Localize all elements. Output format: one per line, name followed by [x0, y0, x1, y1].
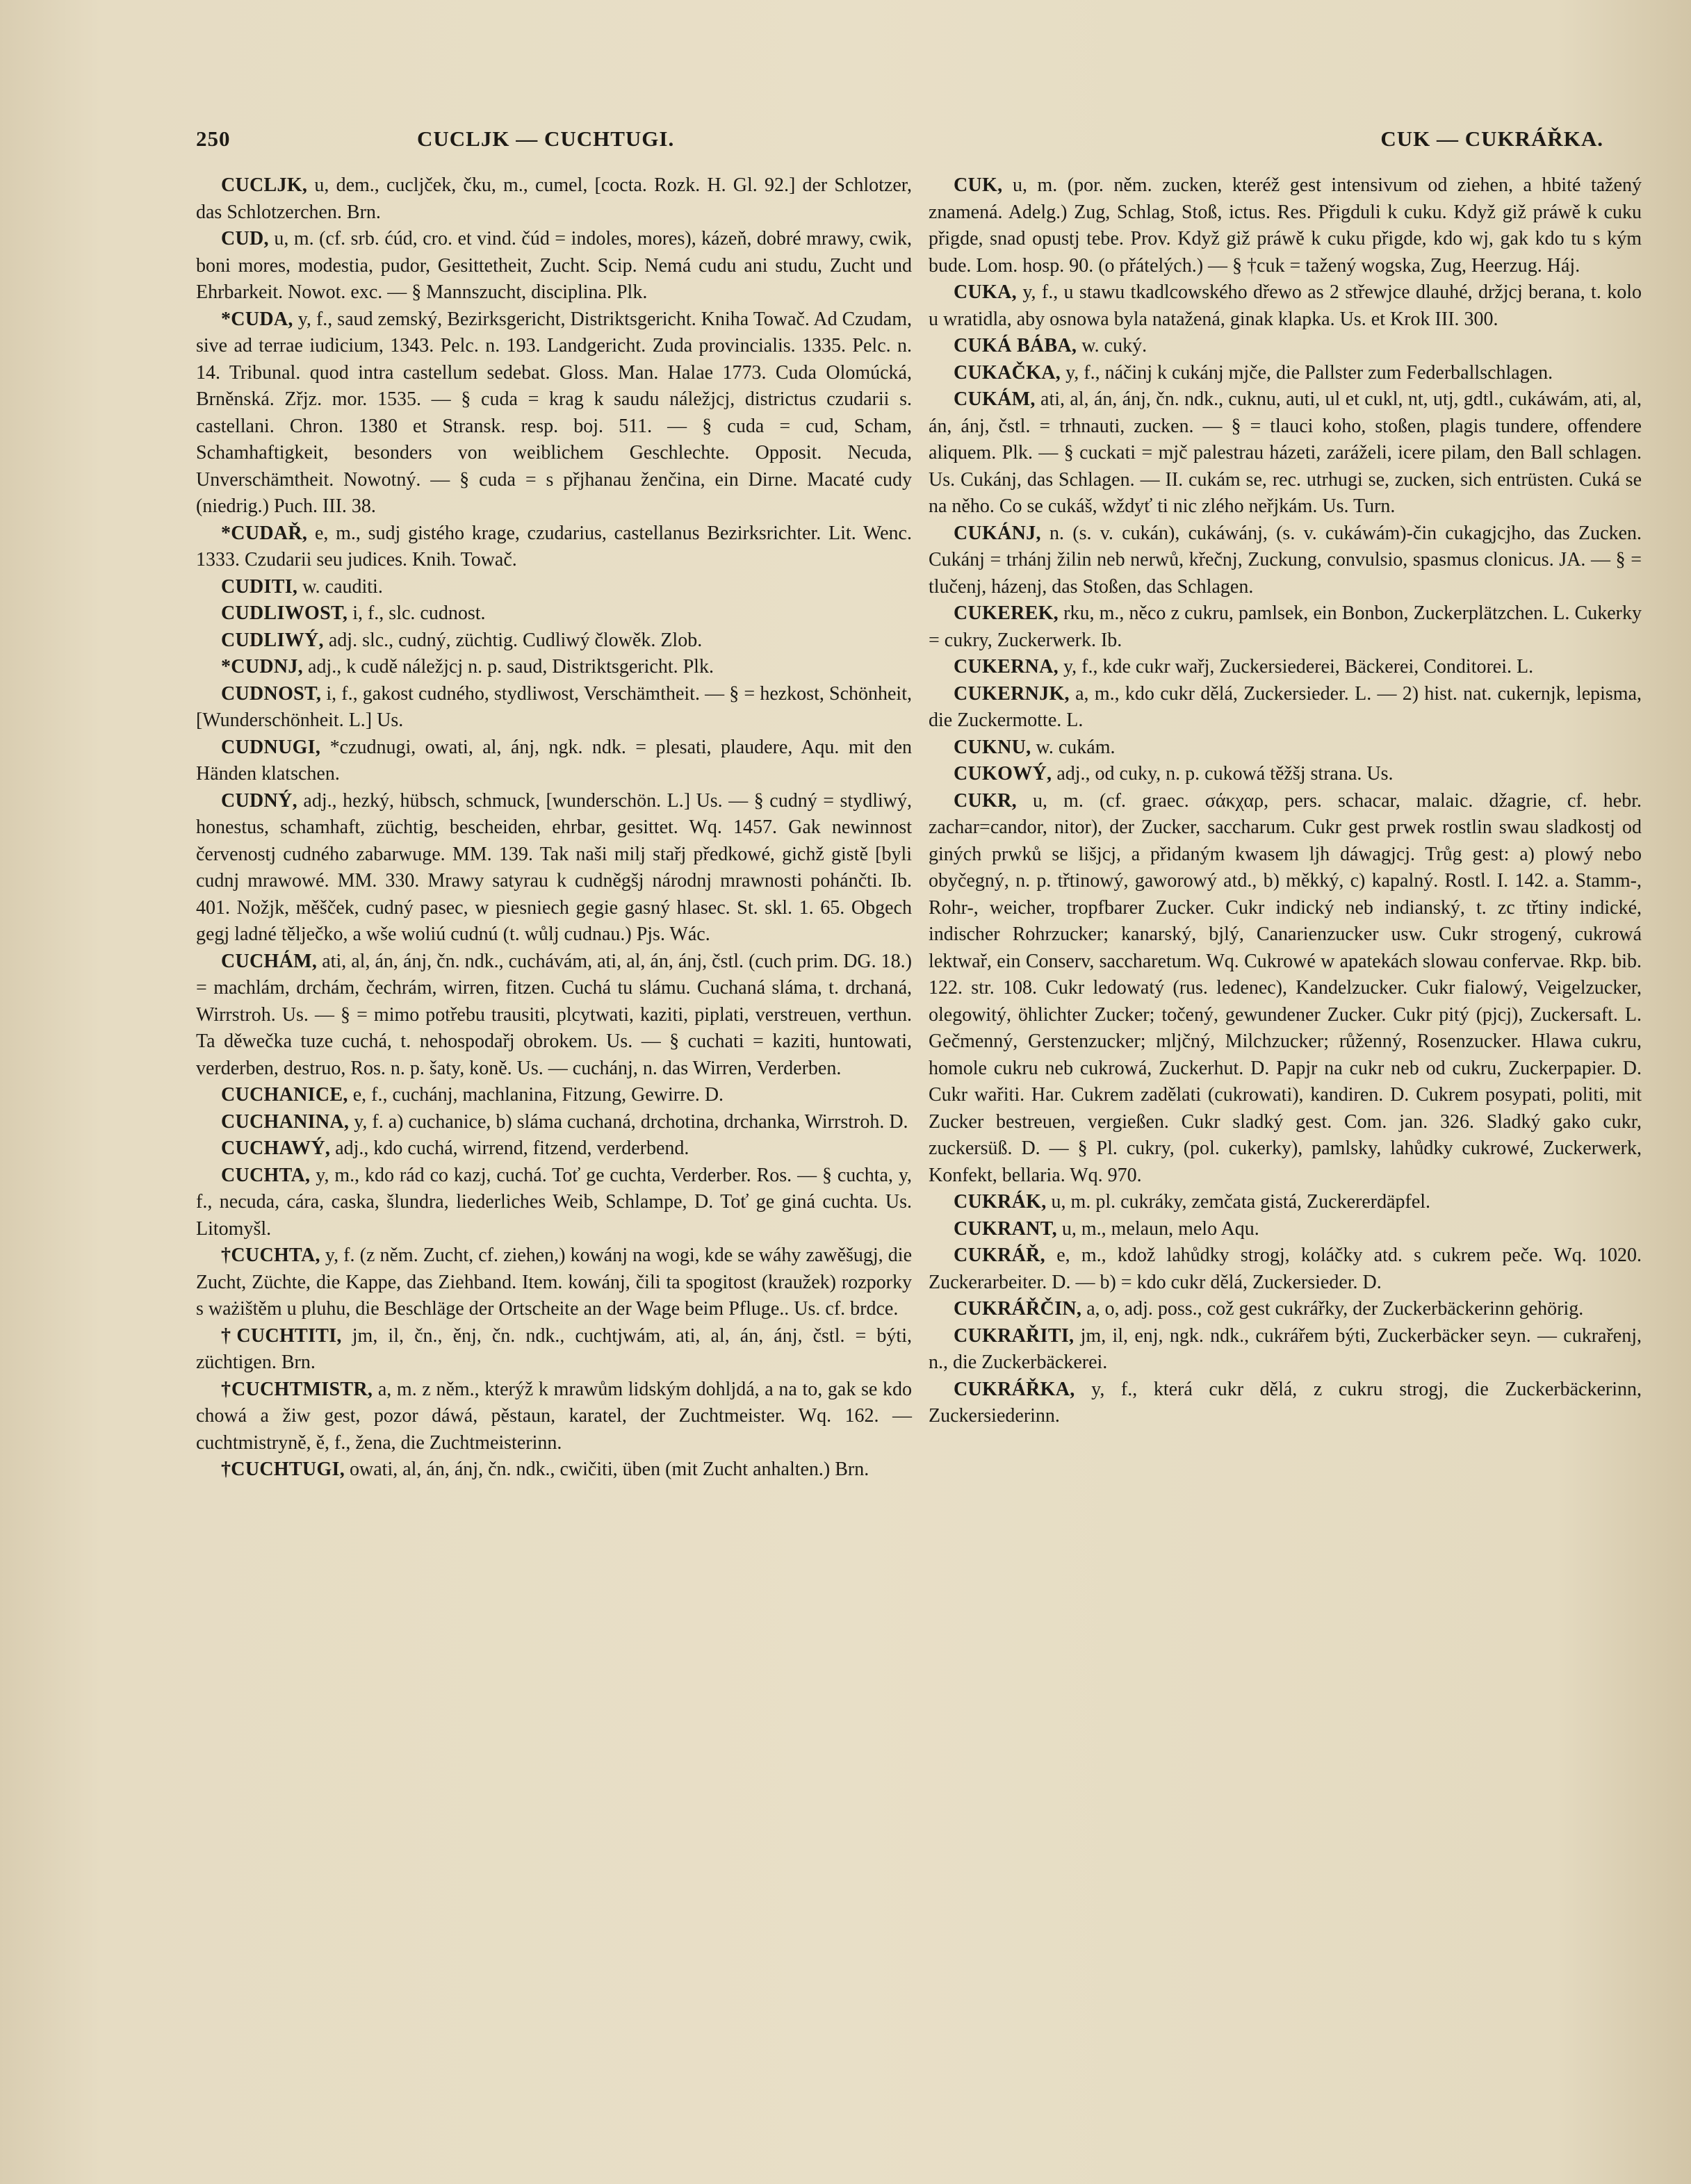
entry-headword: CUCHAWÝ,	[221, 1138, 331, 1159]
page-header	[196, 126, 1645, 168]
entry-definition: w. cukám.	[1031, 736, 1116, 758]
entry-headword: *CUDNJ,	[221, 656, 303, 678]
dictionary-entry	[196, 306, 912, 520]
entry-definition: u, m. pl. cukráky, zemčata gistá, Zuckererdäpfel.	[1046, 1191, 1431, 1213]
entry-definition: *czudnugi, owati, al, ánj, ngk. ndk. = plesati, plaudere, Aqu. mit den Händen klatschen.	[196, 736, 912, 785]
dictionary-entry	[196, 520, 912, 574]
dictionary-entry	[929, 279, 1642, 333]
entry-definition: n. (s. v. cukán), cukáwánj, (s. v. cukáwám)-čin cukagjcjho, das Zucken. Cukánj = trhánj žilin neb nerwů, křečnj, Zuckung, convulsio, spasmus clonicus. JA. — § = tlučenj, házenj, das Stoßen, das Schlagen.	[929, 522, 1642, 598]
entry-headword: CUKAČKA,	[954, 361, 1061, 384]
dictionary-entry	[196, 627, 912, 655]
dictionary-entry	[929, 360, 1642, 387]
entry-definition: adj. slc., cudný, züchtig. Cudliwý člowěk. Zlob.	[323, 629, 703, 651]
entry-definition: a, m., kdo cukr dělá, Zuckersieder. L. — 2) hist. nat. cukernjk, lepisma, die Zuckermotte. L.	[929, 682, 1642, 731]
dictionary-entry	[196, 654, 912, 681]
entry-headword: CUKÁNJ,	[954, 522, 1041, 544]
entry-definition: adj., k cudě náležjcj n. p. saud, Distriktsgericht. Plk.	[302, 656, 714, 678]
entry-headword: CUKRÁŘČIN,	[954, 1298, 1082, 1320]
entry-definition: owati, al, án, ánj, čn. ndk., cwičiti, üben (mit Zucht anhalten.) Brn.	[345, 1459, 869, 1480]
running-title-right: CUK — CUKRÁŘKA.	[1380, 126, 1603, 151]
dictionary-entry	[929, 520, 1642, 601]
entry-headword: CUKRÁK,	[954, 1191, 1047, 1213]
entry-definition: w. cauditi.	[297, 575, 383, 598]
dictionary-entry	[929, 333, 1642, 360]
entry-definition: u, m. (por. něm. zucken, kteréž gest intensivum od ziehen, a hbité tažený znamená. Adelg.) Zug, Schlag, Stoß, ictus. Res. Přigduli k cuku. Když giž práwě k cuku přigde, snad opustj tebe. Prov. Když giž práwě k cuku přigde, kdo wj, gak kdo tu s kým bude. Lom. hosp. 90. (o přátelých.) — § †cuk = tažený wogska, Zug, Heerzug. Háj.	[929, 174, 1642, 277]
entry-definition: e, m., kdož lahůdky strogj, koláčky atd. s cukrem peče. Wq. 1020. Zuckerarbeiter. D. — b) = kdo cukr dělá, Zuckersieder. D.	[929, 1245, 1642, 1293]
entry-headword: CUDLIWOST,	[221, 602, 348, 624]
entry-definition: e, f., cuchánj, machlanina, Fitzung, Gewirre. D.	[348, 1084, 724, 1106]
entry-headword: CUDNUGI,	[221, 736, 321, 758]
entry-definition: adj., kdo cuchá, wirrend, fitzend, verderbend.	[330, 1138, 689, 1159]
entry-definition: adj., hezký, hübsch, schmuck, [wunderschön. L.] Us. — § cudný = stydliwý, honestus, schamhaft, züchtig, bescheiden, ehrbar, gesittet. Wq. 1457. Gak newinnost červenostj cudného zabarwuge. MM. 139. Tak naši milj stařj předkowé, gichž gistě [byli cudnj mrawowé. MM. 330. Mrawy satyrau k cudněgšj národnj mrawnosti pohánčti. Ib. 401. Nožjk, měšček, cudný pasec, w piesniech gegie gasný hlasec. St. skl. 1. 65. Obgech gegj ladné tělječko, a wše woliú cudnú (t. wůlj cudnau.) Pjs. Wác.	[196, 789, 912, 945]
dictionary-entry	[929, 1377, 1642, 1430]
entry-headword: CUCHÁM,	[221, 950, 318, 972]
entry-definition: i, f., slc. cudnost.	[348, 602, 486, 624]
entry-headword: CUCHANINA,	[221, 1110, 350, 1133]
dictionary-entry	[196, 1377, 912, 1457]
entry-headword: CUDNOST,	[221, 682, 322, 705]
dictionary-entry	[929, 734, 1642, 762]
entry-headword: †CUCHTA,	[221, 1245, 320, 1266]
entry-definition: y, f., u stawu tkadlcowského dřewo as 2 střewjce dlauhé, držjcj berana, t. kolo u wratidla, aby osnowa byla natažená, ginak klapka. Us. et Krok III. 300.	[929, 281, 1642, 330]
dictionary-entry	[196, 1163, 912, 1243]
entry-headword: CUKOWÝ,	[954, 763, 1052, 785]
entry-headword: CUKÁ BÁBA,	[954, 335, 1077, 356]
entry-definition: u, m. (cf. graec. σάκχαρ, pers. schacar, malaic. džagrie, cf. hebr. zachar=candor, nitor), der Zucker, saccharum. Cukr gest prwek rostlin swau sladkostj od giných prwků se lišjcj, a přidaným kwasem ljh dáwagjcj. Trůg gest: a) plowý nebo obyčegný, n. p. třtinowý, gaworowý atd., b) měkký, c) kapalný. Rostl. I. 142. a. Stamm-, Rohr-, weicher, tropfbarer Zucker. Cukr indický neb indianský, t. zc třtiny indické, indischer Rohrzucker; kanarský, bjlý, Canarienzucker usw. Cukr strogený, cukrowá lektwař, ein Conserv, saccharetum. Wq. Cukrowé w apatekách slowau confervae. Rkp. bib. 122. str. 108. Cukr ledowatý (rus. ledenec), Kandelzucker. Cukr fialowý, Veigelzucker, olegowitý, öhlichter Zucker; točený, gewundener Zucker. Cukr pitý (pjcj), Zuckersaft. L. Gečmenný, Gerstenzucker; mljčný, Milchzucker; růženný, Rosenzucker. Hlawa cukru, homole cukru neb cukrowá, Zuckerhut. D. Papjr na cukr neb od cukru, Zuckerpapier. D. Cukr wařiti. Har. Cukrem zadělati (cukrowati), kandiren. D. Cukrem posypati, politi, mit Zucker bestreuen, vergießen. Cukr sladký gest. Com. jan. 326. Sladký gako cukr, zuckersüß. D. — § Pl. cukry, (pol. cukerky), pamlsky, lahůdky cukrowé, Zuckerwerk, Konfekt, bellaria. Wq. 970.	[929, 789, 1642, 1186]
dictionary-entry	[196, 788, 912, 949]
dictionary-entry	[196, 172, 912, 226]
right-column	[929, 172, 1642, 1430]
entry-definition: a, o, adj. poss., což gest cukrářky, der Zuckerbäckerinn gehörig.	[1081, 1298, 1584, 1320]
dictionary-entry	[196, 1456, 912, 1484]
entry-definition: u, m. (cf. srb. ćúd, cro. et vind. čúd = indoles, mores), kázeň, dobré mrawy, cwik, boni mores, modestia, pudor, Gesittetheit, Zucht. Scip. Nemá cudu ani studu, Zucht und Ehrbarkeit. Nowot. exc. — § Mannszucht, disciplina. Plk.	[196, 228, 912, 303]
dictionary-entry	[929, 386, 1642, 520]
entry-headword: *CUDA,	[221, 308, 293, 330]
entry-headword: CUDITI,	[221, 575, 298, 598]
left-column	[196, 172, 912, 1484]
dictionary-entry	[196, 600, 912, 627]
entry-definition: y, f., saud zemský, Bezirksgericht, Distriktsgericht. Kniha Towač. Ad Czudam, sive ad terrae iudicium, 1343. Pelc. n. 193. Landgericht. Zuda provincialis. 1335. Pelc. n. 14. Tribunal. quod intra castellum sedebat. Gloss. Man. Halae 1773. Cuda Olomúcká, Brněnská. Zřjz. mor. 1535. — § cuda = krag k saudu náležjcj, districtus czudarii s. castellani. Chron. 1380 et Stransk. resp. boj. 511. — § cuda = cud, Scham, Schamhaftigkeit, besonders von weiblichem Geschlechte. Opposit. Necuda, Unverschämtheit. Nowotný. — § cuda = s přjhanau ženčina, ein Dirne. Macaté cudy (niedrig.) Puch. III. 38.	[196, 308, 912, 517]
entry-definition: rku, m., něco z cukru, pamlsek, ein Bonbon, Zuckerplätzchen. L. Cukerky = cukry, Zuckerwerk. Ib.	[929, 602, 1642, 651]
entry-headword: CUKRÁŘ,	[954, 1245, 1045, 1266]
entry-headword: CUKERNJK,	[954, 682, 1070, 705]
entry-definition: y, f., náčinj k cukánj mjče, die Pallster zum Federballschlagen.	[1061, 361, 1553, 384]
entry-headword: CUKRANT,	[954, 1217, 1057, 1240]
entry-headword: CUKEREK,	[954, 602, 1059, 624]
entry-definition: y, m., kdo rád co kazj, cuchá. Toť ge cuchta, Verderber. Ros. — § cuchta, y, f., necuda, cára, caska, šlundra, liederliches Weib, Schlampe, D. Toť ge giná cuchta. Us. Litomyšl.	[196, 1164, 912, 1240]
entry-headword: CUKRÁŘKA,	[954, 1378, 1075, 1400]
entry-definition: ati, al, án, ánj, čn. ndk., cuchávám, ati, al, án, ánj, čstl. (cuch prim. DG. 18.) = machlám, drchám, čechrám, wirren, fitzen. Cuchá tu slámu. Cuchaná sláma, t. drchaná, Wirrstroh. Us. — § = mimo potřebu trausiti, plcytwati, kaziti, piplati, verstreuen, verthun. Ta děwečka tuze cuchá, t. nehospodařj obrokem. Us. — § cuchati = kaziti, huntowati, verderben, destruo, Ros. n. p. šaty, koně. Us. — cuchánj, n. das Wirren, Verderben.	[196, 950, 912, 1079]
running-title-left: CUCLJK — CUCHTUGI.	[417, 126, 675, 151]
page-number: 250	[196, 126, 231, 151]
dictionary-entry	[196, 1323, 912, 1377]
dictionary-entry	[196, 1242, 912, 1323]
dictionary-entry	[929, 600, 1642, 654]
dictionary-entry	[929, 654, 1642, 681]
dictionary-entry	[196, 1082, 912, 1109]
entry-headword: CUKA,	[954, 281, 1017, 303]
dictionary-entry	[929, 681, 1642, 734]
dictionary-entry	[196, 734, 912, 788]
entry-headword: CUKNU,	[954, 736, 1031, 758]
dictionary-entry	[929, 1242, 1642, 1296]
entry-headword: CUKÁM,	[954, 388, 1036, 410]
entry-headword: CUCLJK,	[221, 174, 308, 196]
entry-headword: CUCHANICE,	[221, 1084, 348, 1106]
dictionary-entry	[196, 681, 912, 734]
entry-definition: jm, il, čn., ěnj, čn. ndk., cuchtjwám, ati, al, án, ánj, čstl. = býti, züchtigen. Brn.	[196, 1324, 912, 1373]
entry-headword: †CUCHTMISTR,	[221, 1378, 373, 1400]
dictionary-entry	[196, 574, 912, 601]
entry-definition: u, m., melaun, melo Aqu.	[1056, 1217, 1259, 1240]
dictionary-entry	[929, 1323, 1642, 1377]
entry-headword: †CUCHTUGI,	[221, 1459, 345, 1480]
entry-headword: CUD,	[221, 228, 269, 249]
entry-headword: CUKRAŘITI,	[954, 1324, 1075, 1347]
dictionary-entry	[929, 1296, 1642, 1323]
dictionary-entry	[929, 788, 1642, 1190]
entry-definition: y, f., která cukr dělá, z cukru strogj, die Zuckerbäckerinn, Zuckersiederinn.	[929, 1378, 1642, 1427]
entry-definition: a, m. z něm., kterýž k mrawům lidským dohljdá, a na to, gak se kdo chowá a žiw gest, pozor dáwá, pěstaun, karatel, der Zuchtmeister. Wq. 162. — cuchtmistryně, ě, f., žena, die Zuchtmeisterinn.	[196, 1378, 912, 1454]
entry-headword: CUK,	[954, 174, 1003, 196]
entry-definition: jm, il, enj, ngk. ndk., cukrářem býti, Zuckerbäcker seyn. — cukrařenj, n., die Zuckerbäckerei.	[929, 1324, 1642, 1373]
dictionary-entry	[196, 1135, 912, 1163]
dictionary-entry	[929, 761, 1642, 788]
dictionary-entry	[929, 1216, 1642, 1243]
dictionary-entry	[196, 1109, 912, 1136]
dictionary-entry	[196, 949, 912, 1083]
dictionary-entry	[196, 226, 912, 306]
entry-headword: CUKERNA,	[954, 656, 1059, 678]
entry-definition: e, m., sudj gistého krage, czudarius, castellanus Bezirksrichter. Lit. Wenc. 1333. Czudarii seu judices. Knih. Towač.	[196, 522, 912, 570]
dictionary-entry	[929, 172, 1642, 279]
entry-definition: y, f. (z něm. Zucht, cf. ziehen,) kowánj na wogi, kde se wáhy zawěšugj, die Zucht, Züchte, die Kappe, das Ziehband. Item. kowánj, čili ta spogitost (kraužek) rozporky s ważištěm u pluhu, die Beschläge der Ortscheite an der Wage beim Pfluge.. Us. cf. brdce.	[196, 1245, 912, 1320]
entry-definition: i, f., gakost cudného, stydliwost, Verschämtheit. — § = hezkost, Schönheit, [Wunderschönheit. L.] Us.	[196, 682, 912, 731]
entry-definition: ati, al, án, ánj, čn. ndk., cuknu, auti, ul et cukl, nt, utj, gdtl., cukáwám, ati, al, án, ánj, čstl. = trhnauti, zucken. — § = tlauci koho, stoßen, plagis tundere, offendere aliquem. Plk. — § cuckati = mjč palestrau házeti, zaráželi, icere pilam, den Ball schlagen. Us. Cukánj, das Schlagen. — II. cukám se, rec. utrhugi se, zucken, sich entrüsten. Cuká se na něho. Co se cukáš, wždyť ti nic zlého neřjkám. Us. Turn.	[929, 388, 1642, 517]
entry-definition: adj., od cuky, n. p. cukowá těžšj strana. Us.	[1052, 763, 1394, 785]
entry-definition: y, f., kde cukr wařj, Zuckersiederei, Bäckerei, Conditorei. L.	[1058, 656, 1534, 678]
entry-headword: †CUCHTITI,	[221, 1324, 342, 1347]
entry-headword: CUKR,	[954, 789, 1017, 812]
entry-headword: CUDNÝ,	[221, 789, 297, 812]
entry-headword: CUDLIWÝ,	[221, 629, 324, 651]
entry-headword: *CUDAŘ,	[221, 522, 308, 544]
dictionary-entry	[929, 1189, 1642, 1216]
entry-definition: u, dem., cucljček, čku, m., cumel, [cocta. Rozk. H. Gl. 92.] der Schlotzer, das Schlotzerchen. Brn.	[196, 174, 912, 223]
entry-definition: w. cuký.	[1077, 335, 1147, 356]
entry-headword: CUCHTA,	[221, 1164, 311, 1186]
entry-definition: y, f. a) cuchanice, b) sláma cuchaná, drchotina, drchanka, Wirrstroh. D.	[349, 1110, 908, 1133]
